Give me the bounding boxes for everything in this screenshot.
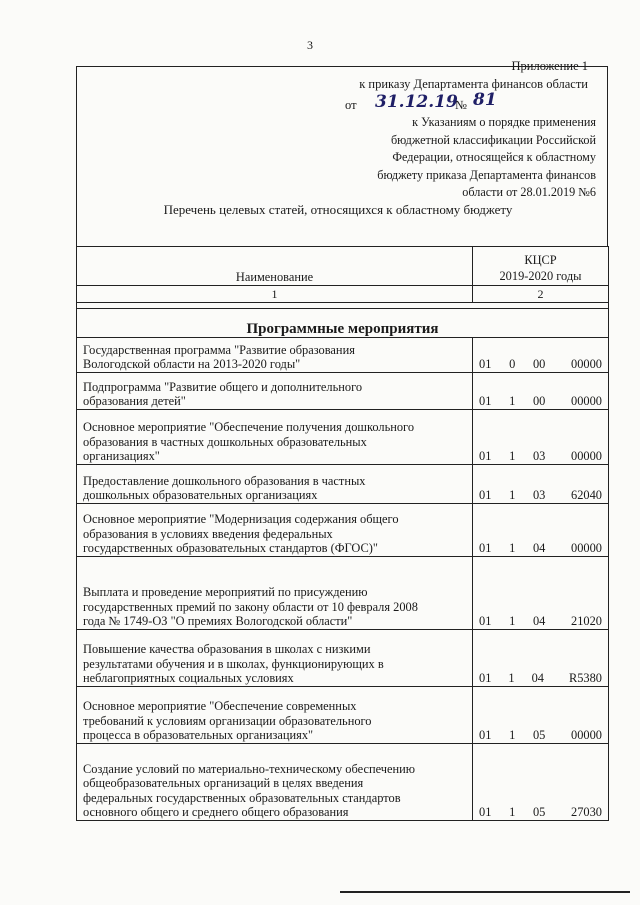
activity-code: 04 xyxy=(531,671,544,685)
kcsr-code xyxy=(479,357,602,371)
kcsr-code xyxy=(479,449,602,463)
header-code-years: 2019-2020 годы xyxy=(499,269,582,283)
program-code: 01 xyxy=(479,357,492,371)
section-title: Программные мероприятия xyxy=(77,309,609,338)
activity-code: 05 xyxy=(532,728,546,742)
activity-code: 00 xyxy=(532,357,546,371)
header-name-cell: Наименование xyxy=(77,247,473,286)
column-number-2: 2 xyxy=(473,286,609,303)
direction-code: 21020 xyxy=(571,614,602,628)
handwritten-number: 81 xyxy=(473,90,497,110)
row-name-cell xyxy=(77,338,473,373)
annotation-line: к Указаниям о порядке применения xyxy=(412,115,596,129)
page-number: 3 xyxy=(307,38,313,52)
row-name-cell xyxy=(77,465,473,504)
row-name-line: Государственная программа "Развитие образования xyxy=(83,342,355,357)
section-row xyxy=(77,309,609,338)
row-name-line: Создание условий по материально-техническому обеспечению xyxy=(83,761,416,776)
row-name-line: года № 1749-ОЗ "О премиях Вологодской области" xyxy=(83,614,353,628)
kcsr-code xyxy=(479,805,602,819)
row-name-cell xyxy=(77,630,473,687)
row-name-line: дошкольных образовательных организациях xyxy=(83,488,318,502)
table-header-row xyxy=(77,247,609,286)
from-label: от xyxy=(345,98,357,112)
table-row xyxy=(77,504,609,557)
direction-code: 00000 xyxy=(571,449,602,463)
column-number-row xyxy=(77,286,609,303)
row-name-cell xyxy=(77,557,473,630)
subprogram-code: 1 xyxy=(509,805,516,819)
activity-code: 05 xyxy=(532,805,546,819)
row-name-line: основного общего и среднего общего образования xyxy=(83,805,349,819)
row-name-line: образования в частных дошкольных образовательных xyxy=(83,434,367,449)
kcsr-code xyxy=(479,728,602,742)
row-name-line: Основное мероприятие "Обеспечение современных xyxy=(83,699,357,714)
row-name-line: государственных премий по закону области от 10 февраля 2008 xyxy=(83,599,418,614)
subprogram-code: 1 xyxy=(509,541,516,555)
subprogram-code: 1 xyxy=(509,614,516,628)
row-name-line: Выплата и проведение мероприятий по присуждению xyxy=(83,585,368,600)
row-name-line: результатами обучения и в школах, функционирующих в xyxy=(83,656,384,671)
bottom-rule xyxy=(340,891,630,893)
handwritten-date: 31.12.19 xyxy=(375,92,458,112)
table-row xyxy=(77,630,609,687)
direction-code: 00000 xyxy=(571,394,602,408)
row-code-cell xyxy=(473,630,609,687)
annotation-line: Федерации, относящейся к областному xyxy=(392,150,596,165)
program-code: 01 xyxy=(479,394,492,408)
row-name-line: организациях" xyxy=(83,449,160,463)
row-name-cell xyxy=(77,504,473,557)
row-code-cell xyxy=(473,557,609,630)
direction-code: 00000 xyxy=(571,728,602,742)
program-code: 01 xyxy=(479,671,492,685)
annotation-line: области от 28.01.2019 №6 xyxy=(462,185,596,200)
program-code: 01 xyxy=(479,488,492,502)
number-label: № xyxy=(455,98,467,112)
subprogram-code: 1 xyxy=(508,671,515,685)
order-date-line xyxy=(345,92,595,114)
row-name-line: Основное мероприятие "Обеспечение получения дошкольного xyxy=(83,420,415,435)
appendix-title: Приложение 1 xyxy=(511,59,588,73)
subprogram-code: 0 xyxy=(509,357,516,371)
header-code-title: КЦСР xyxy=(524,253,557,267)
row-name-line: Вологодской области на 2013-2020 годы" xyxy=(83,357,301,371)
row-code-cell xyxy=(473,687,609,744)
activity-code: 00 xyxy=(532,394,546,408)
annotation-line: бюджетной классификации Российской xyxy=(390,132,596,147)
row-code-cell xyxy=(473,504,609,557)
kcsr-code xyxy=(479,541,602,555)
direction-code: 62040 xyxy=(571,488,602,502)
appendix-annotation xyxy=(330,114,596,202)
row-name-cell xyxy=(77,744,473,821)
kcsr-code xyxy=(479,671,602,685)
table-row xyxy=(77,338,609,373)
activity-code: 04 xyxy=(532,541,546,555)
table-row xyxy=(77,410,609,465)
row-name-line: образования в условиях введения федеральных xyxy=(83,526,333,541)
program-code: 01 xyxy=(479,728,492,742)
row-code-cell xyxy=(473,465,609,504)
row-name-line: Предоставление дошкольного образования в частных xyxy=(83,473,366,488)
table-row xyxy=(77,744,609,821)
kcsr-code xyxy=(479,394,602,408)
list-title: Перечень целевых статей, относящихся к областному бюджету xyxy=(163,202,513,217)
row-name-cell xyxy=(77,410,473,465)
table-row xyxy=(77,557,609,630)
row-name-line: государственных образовательных стандартов (ФГОС)" xyxy=(83,541,378,555)
row-code-cell xyxy=(473,373,609,410)
table-row xyxy=(77,373,609,410)
row-name-line: Повышение качества образования в школах с низкими xyxy=(83,642,371,657)
row-name-cell xyxy=(77,687,473,744)
subprogram-code: 1 xyxy=(509,449,516,463)
direction-code: 00000 xyxy=(571,541,602,555)
program-code: 01 xyxy=(479,614,492,628)
program-code: 01 xyxy=(479,541,492,555)
subprogram-code: 1 xyxy=(509,728,516,742)
row-code-cell xyxy=(473,410,609,465)
row-name-line: образования детей" xyxy=(83,394,186,408)
column-number-1: 1 xyxy=(77,286,473,303)
annotation-line: бюджету приказа Департамента финансов xyxy=(377,167,596,182)
row-name-line: Основное мероприятие "Модернизация содержания общего xyxy=(83,512,399,527)
row-name-cell xyxy=(77,373,473,410)
activity-code: 03 xyxy=(532,449,546,463)
row-name-line: требований к условиям организации образовательного xyxy=(83,713,372,728)
kcsr-code xyxy=(479,614,602,628)
activity-code: 04 xyxy=(532,614,546,628)
table-row xyxy=(77,687,609,744)
row-name-line: неблагоприятных социальных условиях xyxy=(83,671,294,685)
row-name-line: федеральных государственных образовательных стандартов xyxy=(83,790,401,805)
direction-code: R5380 xyxy=(568,671,602,685)
row-code-cell xyxy=(473,744,609,821)
kcsr-code xyxy=(479,488,602,502)
appendix-order-line: к приказу Департамента финансов области xyxy=(359,77,588,91)
header-code-cell xyxy=(473,247,609,286)
row-name-line: общеобразовательных организаций в целях введения xyxy=(83,776,364,791)
row-name-line: Подпрограмма "Развитие общего и дополнительного xyxy=(83,379,363,394)
row-code-cell xyxy=(473,338,609,373)
direction-code: 00000 xyxy=(571,357,602,371)
row-name-line: процесса в образовательных организациях" xyxy=(83,728,314,742)
direction-code: 27030 xyxy=(571,805,602,819)
table-row xyxy=(77,465,609,504)
kcsr-table xyxy=(76,246,609,821)
program-code: 01 xyxy=(479,805,492,819)
activity-code: 03 xyxy=(532,488,546,502)
subprogram-code: 1 xyxy=(509,488,516,502)
program-code: 01 xyxy=(479,449,492,463)
subprogram-code: 1 xyxy=(509,394,516,408)
